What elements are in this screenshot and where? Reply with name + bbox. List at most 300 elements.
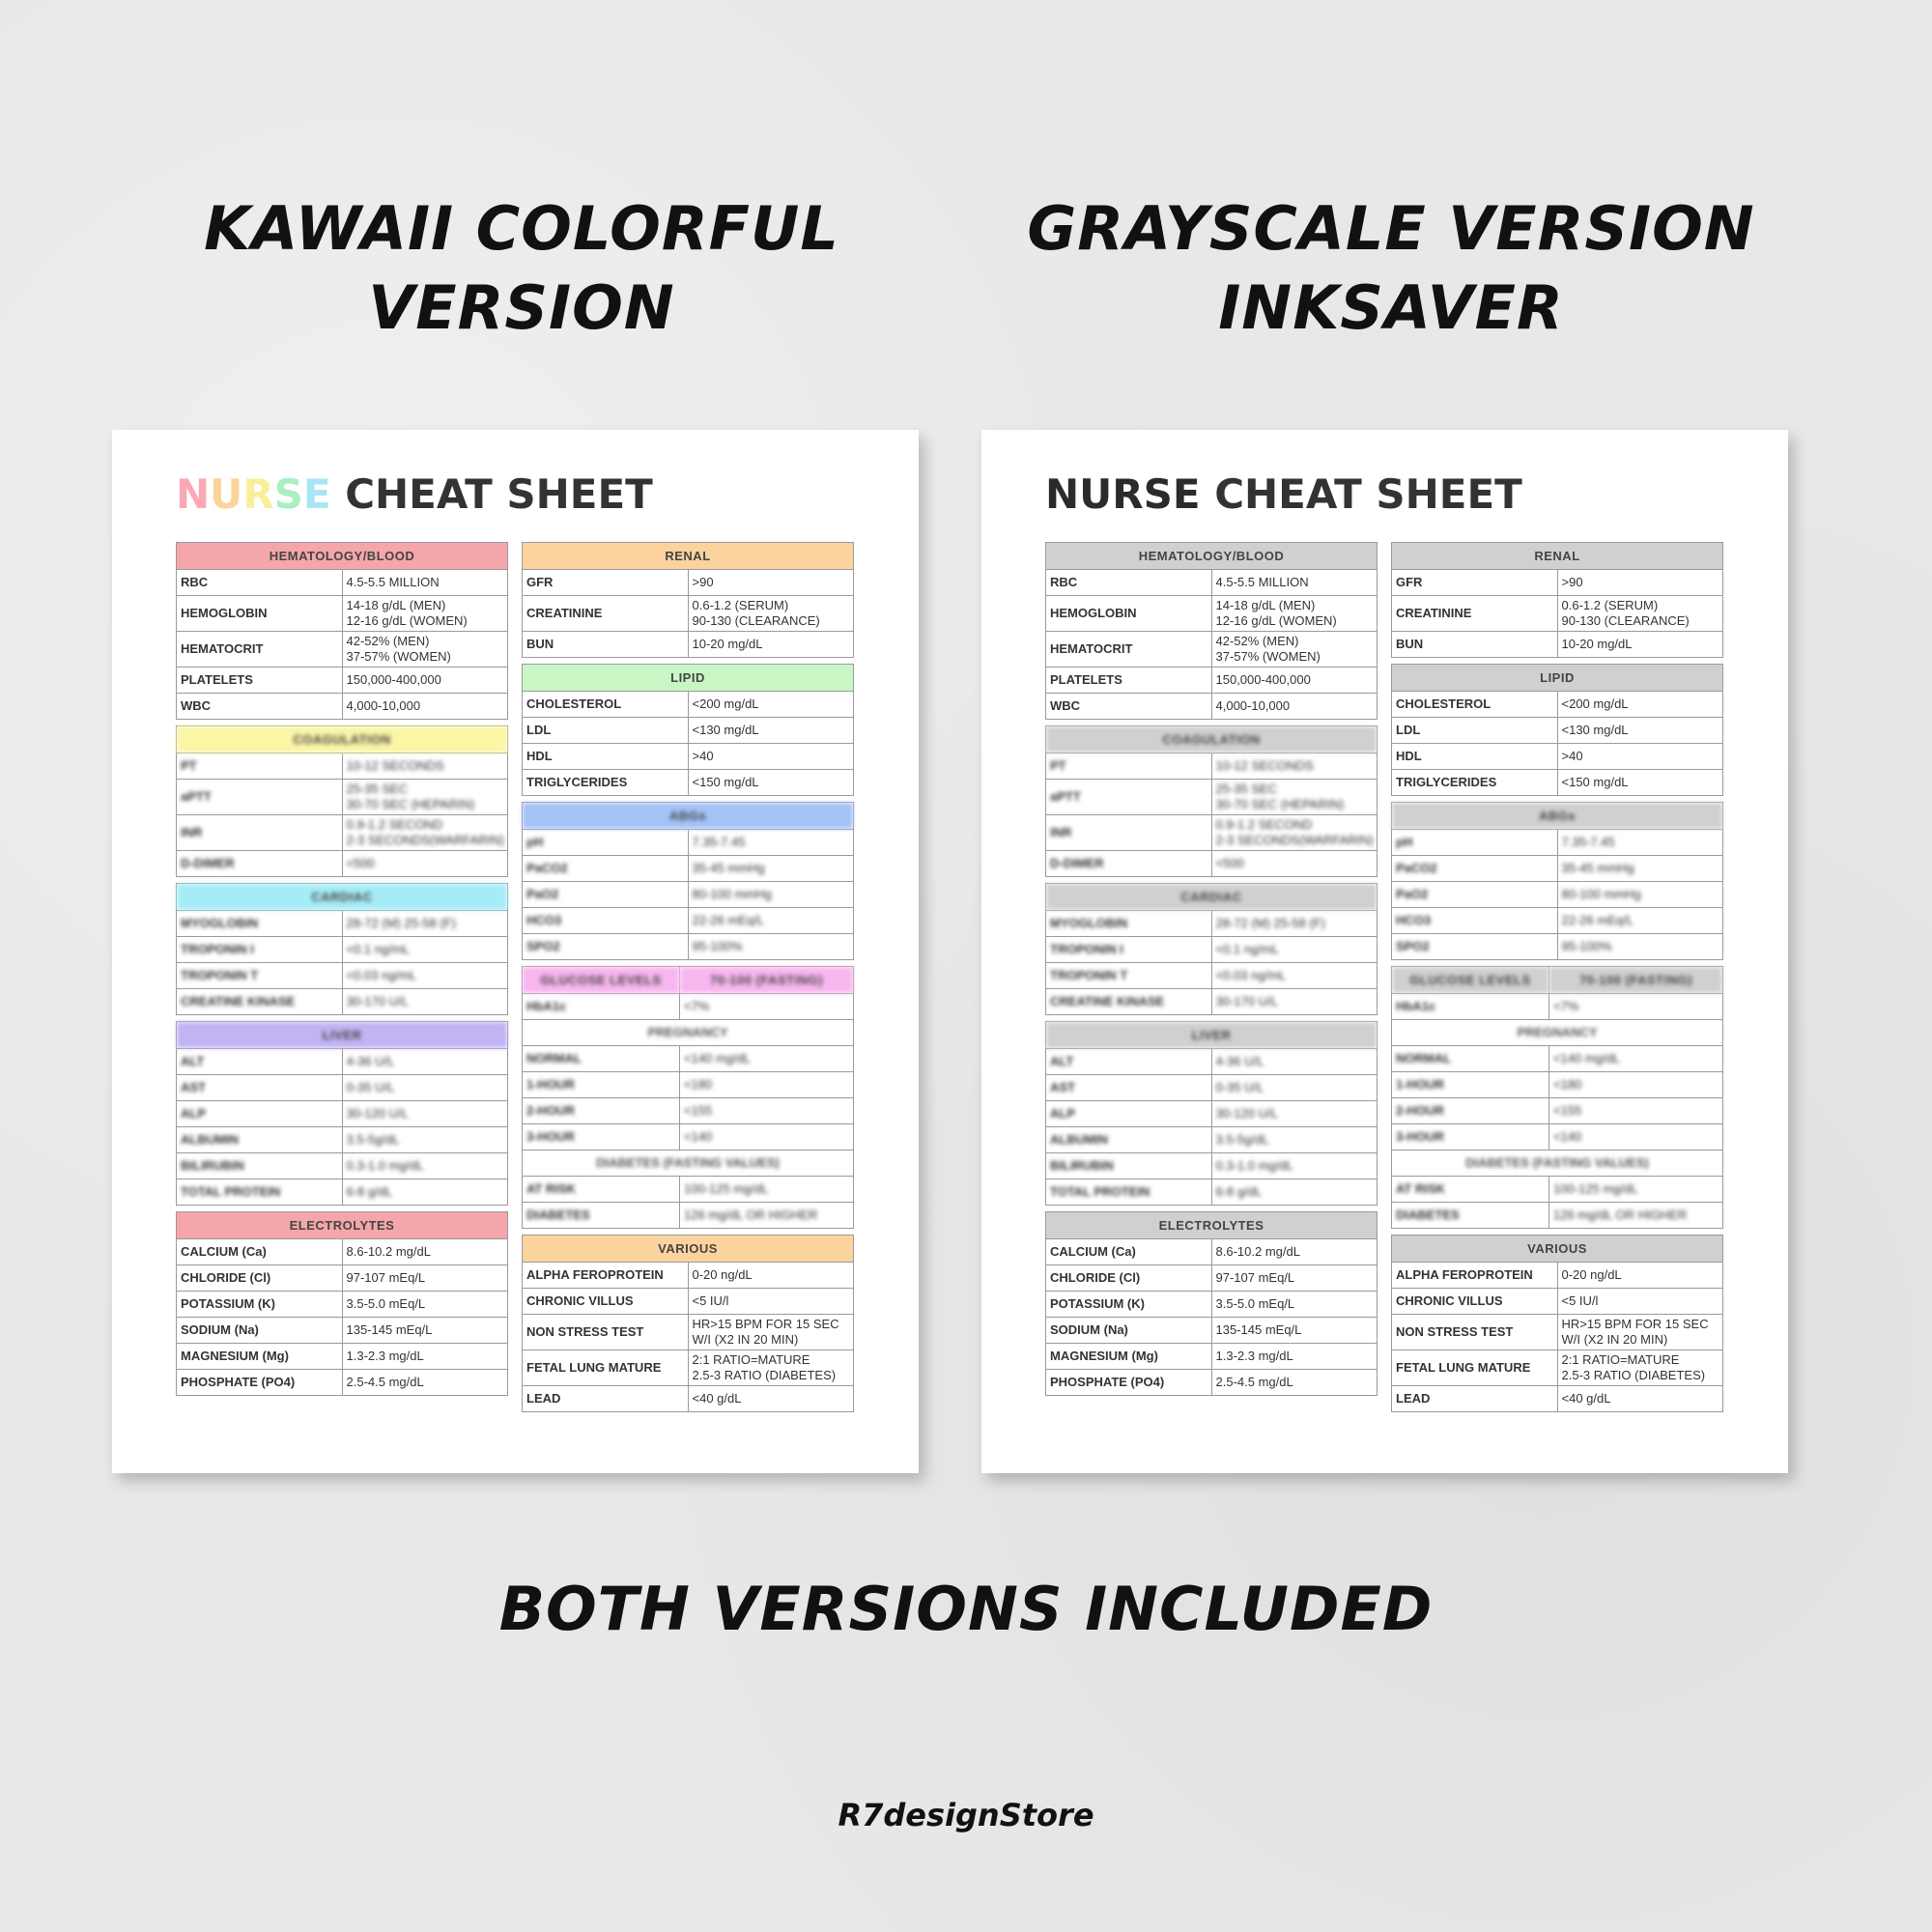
test-name: AST — [177, 1075, 343, 1101]
table-row — [1046, 596, 1378, 632]
table-row — [1046, 1179, 1378, 1206]
test-name: CALCIUM (Ca) — [1046, 1239, 1212, 1265]
value-line: 30-70 SEC (HEPARIN) — [1215, 797, 1345, 811]
test-name: PaCO2 — [1392, 856, 1558, 882]
reference-value — [342, 1075, 508, 1101]
reference-value — [342, 668, 508, 694]
table-row — [523, 882, 854, 908]
test-name: TRIGLYCERIDES — [523, 770, 689, 796]
test-name: D-DIMER — [177, 851, 343, 877]
test-name: NORMAL — [1392, 1046, 1549, 1072]
table-row — [177, 668, 508, 694]
table-row — [523, 830, 854, 856]
value-line: >90 — [1561, 575, 1583, 589]
value-line: W/I (X2 IN 20 MIN) — [1561, 1332, 1668, 1347]
test-name: TOTAL PROTEIN — [177, 1179, 343, 1206]
reference-value — [342, 911, 508, 937]
subsection-label: DIABETES (FASTING VALUES) — [523, 1151, 854, 1177]
table-row — [1046, 694, 1378, 720]
value-line: <0.03 ng/mL — [1215, 968, 1287, 982]
test-name: DIABETES — [1392, 1203, 1549, 1229]
test-name: HDL — [1392, 744, 1558, 770]
test-name: AST — [1046, 1075, 1212, 1101]
value-line: 80-100 mmHg — [692, 887, 772, 901]
reference-value — [1557, 770, 1723, 796]
section-header: HEMATOLOGY/BLOOD — [1046, 543, 1378, 570]
test-name: PaO2 — [523, 882, 689, 908]
test-name: TROPONIN T — [1046, 963, 1212, 989]
value-line: 1.3-2.3 mg/dL — [346, 1349, 424, 1363]
test-name: ALBUMIN — [1046, 1127, 1212, 1153]
value-line: HR>15 BPM FOR 15 SEC — [692, 1317, 839, 1331]
reference-value — [1211, 989, 1378, 1015]
reference-value — [688, 934, 854, 960]
table-row — [177, 780, 508, 815]
value-line: <40 g/dL — [1561, 1391, 1611, 1406]
value-line: 0.9-1.2 SECOND — [346, 817, 443, 832]
value-line: <40 g/dL — [692, 1391, 742, 1406]
reference-value — [1211, 632, 1378, 668]
section-header: ELECTROLYTES — [177, 1212, 508, 1239]
section-header: ABGs — [523, 803, 854, 830]
test-name: PHOSPHATE (PO4) — [177, 1370, 343, 1396]
value-line: 3.5-5.0 mEq/L — [1215, 1296, 1295, 1311]
reference-value — [1557, 1350, 1723, 1386]
table-row — [1046, 632, 1378, 668]
section-header-value: 70-100 (FASTING) — [680, 967, 854, 994]
test-name: LDL — [1392, 718, 1558, 744]
test-name: CREATINE KINASE — [1046, 989, 1212, 1015]
section-header: CARDIAC — [1046, 884, 1378, 911]
reference-value — [1557, 856, 1723, 882]
value-line: 25-35 SEC — [346, 781, 409, 796]
value-line: <5 IU/l — [1561, 1293, 1599, 1308]
table-row — [177, 1101, 508, 1127]
table-row — [523, 1072, 854, 1098]
table-row — [523, 1046, 854, 1072]
section-header: CARDIAC — [177, 884, 508, 911]
value-line: 28-72 (M) 25-58 (F) — [1215, 916, 1325, 930]
table-row — [1392, 934, 1723, 960]
test-name: PaCO2 — [523, 856, 689, 882]
value-line: 0-35 U/L — [1215, 1080, 1264, 1094]
section-hematology — [1045, 542, 1378, 720]
table-row — [177, 911, 508, 937]
table-row — [177, 1370, 508, 1396]
table-row — [1392, 1177, 1723, 1203]
table-row — [523, 744, 854, 770]
table-row — [177, 963, 508, 989]
reference-value — [1557, 882, 1723, 908]
table-row — [1046, 963, 1378, 989]
heading-line: VERSION — [368, 272, 675, 343]
table-row — [523, 1098, 854, 1124]
table-row — [523, 994, 854, 1020]
reference-value — [342, 1318, 508, 1344]
cardiac-table — [176, 883, 508, 1015]
value-line: 4-36 U/L — [346, 1054, 395, 1068]
test-name: HCO3 — [1392, 908, 1558, 934]
right-column — [1391, 542, 1723, 1418]
reference-value — [342, 753, 508, 780]
test-name: HEMOGLOBIN — [1046, 596, 1212, 632]
reference-value — [342, 1239, 508, 1265]
value-line: 25-35 SEC — [1215, 781, 1278, 796]
value-line: 12-16 g/dL (WOMEN) — [1215, 613, 1337, 628]
reference-value — [1557, 1263, 1723, 1289]
sheet-title — [1045, 470, 1522, 518]
value-line: 95-100% — [1561, 939, 1612, 953]
reference-value — [1211, 1101, 1378, 1127]
reference-value — [1549, 1046, 1723, 1072]
test-name: MAGNESIUM (Mg) — [1046, 1344, 1212, 1370]
test-name: WBC — [1046, 694, 1212, 720]
reference-value — [342, 694, 508, 720]
value-line: 0.6-1.2 (SERUM) — [692, 598, 789, 612]
value-line: 1.3-2.3 mg/dL — [1215, 1349, 1293, 1363]
table-row — [523, 570, 854, 596]
value-line: 97-107 mEq/L — [1215, 1270, 1295, 1285]
test-name: WBC — [177, 694, 343, 720]
value-line: <155 — [684, 1103, 713, 1118]
title-letter: U — [1079, 470, 1113, 518]
reference-value — [688, 1386, 854, 1412]
table-row — [1046, 1370, 1378, 1396]
colorful-version-heading — [87, 189, 956, 348]
test-name: GFR — [523, 570, 689, 596]
table-row — [523, 1124, 854, 1151]
test-name: FETAL LUNG MATURE — [523, 1350, 689, 1386]
test-name: 3-HOUR — [523, 1124, 680, 1151]
heading-line: GRAYSCALE VERSION — [1027, 193, 1755, 264]
test-name: RBC — [1046, 570, 1212, 596]
reference-value — [1211, 780, 1378, 815]
value-line: 10-12 SECONDS — [1215, 758, 1314, 773]
value-line: 6-8 g/dL — [346, 1184, 393, 1199]
test-name: CHOLESTEROL — [523, 692, 689, 718]
test-name: PaO2 — [1392, 882, 1558, 908]
title-letter: S — [1143, 470, 1173, 518]
table-row — [1392, 718, 1723, 744]
test-name: 1-HOUR — [1392, 1072, 1549, 1098]
section-header: COAGULATION — [177, 726, 508, 753]
section-various — [522, 1235, 854, 1412]
table-row — [1392, 908, 1723, 934]
reference-value — [680, 1072, 854, 1098]
reference-value — [1549, 1203, 1723, 1229]
table-row — [177, 989, 508, 1015]
sheet-title — [176, 470, 653, 518]
value-line: 12-16 g/dL (WOMEN) — [346, 613, 468, 628]
table-row — [1046, 1239, 1378, 1265]
reference-value — [342, 815, 508, 851]
table-row — [523, 632, 854, 658]
value-line: 7.35-7.45 — [1561, 835, 1615, 849]
test-name: MYOGLOBIN — [177, 911, 343, 937]
table-row — [1046, 1292, 1378, 1318]
reference-value — [1549, 994, 1723, 1020]
subsection-label: PREGNANCY — [523, 1020, 854, 1046]
liver-table — [176, 1021, 508, 1206]
reference-value — [680, 1046, 854, 1072]
reference-value — [1211, 1127, 1378, 1153]
reference-value — [342, 1179, 508, 1206]
table-row — [177, 851, 508, 877]
value-line: 10-12 SECONDS — [346, 758, 444, 773]
title-letter: N — [1045, 470, 1080, 518]
test-name: ALBUMIN — [177, 1127, 343, 1153]
reference-value — [1549, 1177, 1723, 1203]
test-name: PLATELETS — [1046, 668, 1212, 694]
reference-value — [1557, 744, 1723, 770]
table-row — [1392, 744, 1723, 770]
table-row — [523, 1151, 854, 1177]
value-line: 2:1 RATIO=MATURE — [1561, 1352, 1680, 1367]
reference-value — [688, 1350, 854, 1386]
table-row — [177, 1127, 508, 1153]
value-line: 14-18 g/dL (MEN) — [1215, 598, 1316, 612]
value-line: 3.5-5g/dL — [346, 1132, 400, 1147]
value-line: 2-3 SECONDS(WARFARIN) — [1215, 833, 1374, 847]
title-letter: E — [302, 470, 331, 518]
reference-value — [342, 937, 508, 963]
section-coagulation — [176, 725, 508, 877]
title-letter: U — [210, 470, 243, 518]
section-liver — [1045, 1021, 1378, 1206]
value-line: 0-20 ng/dL — [1561, 1267, 1622, 1282]
section-header: LIPID — [1392, 665, 1723, 692]
section-abgs — [1391, 802, 1723, 960]
test-name: CHLORIDE (Cl) — [1046, 1265, 1212, 1292]
various-table — [522, 1235, 854, 1412]
test-name: RBC — [177, 570, 343, 596]
value-line: <200 mg/dL — [1561, 696, 1629, 711]
reference-value — [688, 744, 854, 770]
test-name: 3-HOUR — [1392, 1124, 1549, 1151]
value-line: >40 — [692, 749, 714, 763]
table-row — [523, 596, 854, 632]
value-line: 4.5-5.5 MILLION — [346, 575, 440, 589]
reference-value — [1557, 1289, 1723, 1315]
reference-value — [342, 780, 508, 815]
value-line: <130 mg/dL — [1561, 723, 1629, 737]
section-header: VARIOUS — [523, 1236, 854, 1263]
test-name: 2-HOUR — [1392, 1098, 1549, 1124]
table-row — [177, 632, 508, 668]
value-line: 4.5-5.5 MILLION — [1215, 575, 1309, 589]
table-row — [177, 1049, 508, 1075]
heading-line: INKSAVER — [1218, 272, 1564, 343]
test-name: MAGNESIUM (Mg) — [177, 1344, 343, 1370]
test-name: SPO2 — [523, 934, 689, 960]
value-line: 90-130 (CLEARANCE) — [1561, 613, 1690, 628]
colorful-cheat-sheet — [112, 430, 919, 1473]
section-glucose — [1391, 966, 1723, 1229]
value-line: 30-120 U/L — [1215, 1106, 1278, 1121]
title-highlight — [176, 470, 345, 518]
reference-value — [1211, 1153, 1378, 1179]
test-name: ALPHA FEROPROTEIN — [523, 1263, 689, 1289]
both-versions-heading: BOTH VERSIONS INCLUDED — [498, 1574, 1434, 1644]
test-name: pH — [1392, 830, 1558, 856]
table-row — [523, 1020, 854, 1046]
value-line: 30-170 U/L — [346, 994, 409, 1009]
test-name: NORMAL — [523, 1046, 680, 1072]
reference-value — [342, 1265, 508, 1292]
reference-value — [1211, 1344, 1378, 1370]
test-name: TROPONIN T — [177, 963, 343, 989]
section-header: ELECTROLYTES — [1046, 1212, 1378, 1239]
test-name: MYOGLOBIN — [1046, 911, 1212, 937]
table-row — [1392, 1315, 1723, 1350]
reference-value — [680, 1177, 854, 1203]
test-name: PT — [1046, 753, 1212, 780]
reference-value — [1211, 1049, 1378, 1075]
test-name: HEMOGLOBIN — [177, 596, 343, 632]
glucose-table — [1391, 966, 1723, 1229]
value-line: <140 mg/dL — [684, 1051, 752, 1065]
test-name: HbA1c — [523, 994, 680, 1020]
reference-value — [1557, 692, 1723, 718]
value-line: 3.5-5g/dL — [1215, 1132, 1269, 1147]
value-line: 2.5-3 RATIO (DIABETES) — [1561, 1368, 1706, 1382]
value-line: 2.5-3 RATIO (DIABETES) — [692, 1368, 837, 1382]
test-name: FETAL LUNG MATURE — [1392, 1350, 1558, 1386]
test-name: ALT — [1046, 1049, 1212, 1075]
table-row — [177, 1153, 508, 1179]
brand-name: R7designStore — [838, 1797, 1094, 1833]
table-row — [1392, 1072, 1723, 1098]
reference-value — [1557, 830, 1723, 856]
value-line: 100-125 mg/dL — [684, 1181, 769, 1196]
table-row — [523, 1177, 854, 1203]
test-name: ALT — [177, 1049, 343, 1075]
test-name: CREATININE — [523, 596, 689, 632]
section-header: VARIOUS — [1392, 1236, 1723, 1263]
value-line: <150 mg/dL — [1561, 775, 1629, 789]
reference-value — [1557, 908, 1723, 934]
title-rest: CHEAT SHEET — [345, 470, 653, 518]
reference-value — [688, 570, 854, 596]
test-name: ALP — [177, 1101, 343, 1127]
reference-value — [688, 718, 854, 744]
section-header: COAGULATION — [1046, 726, 1378, 753]
test-name: BUN — [523, 632, 689, 658]
table-row — [1392, 596, 1723, 632]
reference-value — [1211, 851, 1378, 877]
table-row — [1392, 1151, 1723, 1177]
test-name: BILIRUBIN — [1046, 1153, 1212, 1179]
test-name: CHOLESTEROL — [1392, 692, 1558, 718]
value-line: 2.5-4.5 mg/dL — [1215, 1375, 1293, 1389]
value-line: 6-8 g/dL — [1215, 1184, 1263, 1199]
value-line: <180 — [684, 1077, 713, 1092]
table-row — [1046, 937, 1378, 963]
reference-value — [1549, 1124, 1723, 1151]
table-row — [523, 718, 854, 744]
section-header: RENAL — [1392, 543, 1723, 570]
coagulation-table — [1045, 725, 1378, 877]
value-line: <140 — [1553, 1129, 1582, 1144]
test-name: TROPONIN I — [177, 937, 343, 963]
reference-value — [1211, 1292, 1378, 1318]
reference-value — [688, 830, 854, 856]
value-line: 95-100% — [692, 939, 743, 953]
table-row — [1392, 1124, 1723, 1151]
section-liver — [176, 1021, 508, 1206]
table-row — [177, 1292, 508, 1318]
value-line: 135-145 mEq/L — [1215, 1322, 1302, 1337]
value-line: <150 mg/dL — [692, 775, 759, 789]
title-letter: E — [1172, 470, 1201, 518]
section-header: GLUCOSE LEVELS — [523, 967, 680, 994]
value-line: <130 mg/dL — [692, 723, 759, 737]
value-line: HR>15 BPM FOR 15 SEC — [1561, 1317, 1709, 1331]
value-line: 0.3-1.0 mg/dL — [1215, 1158, 1293, 1173]
glucose-table — [522, 966, 854, 1229]
title-letter: R — [242, 470, 274, 518]
section-header: RENAL — [523, 543, 854, 570]
renal-table — [522, 542, 854, 658]
test-name: HEMATOCRIT — [1046, 632, 1212, 668]
table-row — [177, 1075, 508, 1101]
reference-value — [1211, 570, 1378, 596]
section-various — [1391, 1235, 1723, 1412]
table-row — [177, 753, 508, 780]
table-row — [1392, 856, 1723, 882]
reference-value — [688, 770, 854, 796]
reference-value — [342, 1153, 508, 1179]
grayscale-version-heading — [956, 189, 1826, 348]
table-row — [523, 1203, 854, 1229]
table-row — [1046, 1153, 1378, 1179]
test-name: 1-HOUR — [523, 1072, 680, 1098]
value-line: 8.6-10.2 mg/dL — [346, 1244, 431, 1259]
subsection-label: PREGNANCY — [1392, 1020, 1723, 1046]
reference-value — [1211, 668, 1378, 694]
reference-value — [342, 570, 508, 596]
section-lipid — [1391, 664, 1723, 796]
title-letter: S — [273, 470, 303, 518]
test-name: INR — [177, 815, 343, 851]
value-line: 22-26 mEq/L — [1561, 913, 1634, 927]
reference-value — [688, 632, 854, 658]
reference-value — [1211, 1179, 1378, 1206]
value-line: <0.1 ng/mL — [346, 942, 410, 956]
value-line: 37-57% (WOMEN) — [346, 649, 451, 664]
table-row — [1046, 1127, 1378, 1153]
section-electrolytes — [176, 1211, 508, 1396]
heading-line: KAWAII COLORFUL — [204, 193, 839, 264]
reference-value — [688, 596, 854, 632]
section-header: LIVER — [177, 1022, 508, 1049]
table-row — [523, 770, 854, 796]
table-row — [523, 1315, 854, 1350]
reference-value — [688, 692, 854, 718]
reference-value — [1211, 1370, 1378, 1396]
table-row — [523, 908, 854, 934]
value-line: 4-36 U/L — [1215, 1054, 1264, 1068]
reference-value — [688, 882, 854, 908]
value-line: <180 — [1553, 1077, 1582, 1092]
value-line: <155 — [1553, 1103, 1582, 1118]
table-row — [177, 815, 508, 851]
table-row — [1046, 1049, 1378, 1075]
test-name: BUN — [1392, 632, 1558, 658]
test-name: CHRONIC VILLUS — [523, 1289, 689, 1315]
table-row — [1392, 1350, 1723, 1386]
section-header-value: 70-100 (FASTING) — [1549, 967, 1723, 994]
